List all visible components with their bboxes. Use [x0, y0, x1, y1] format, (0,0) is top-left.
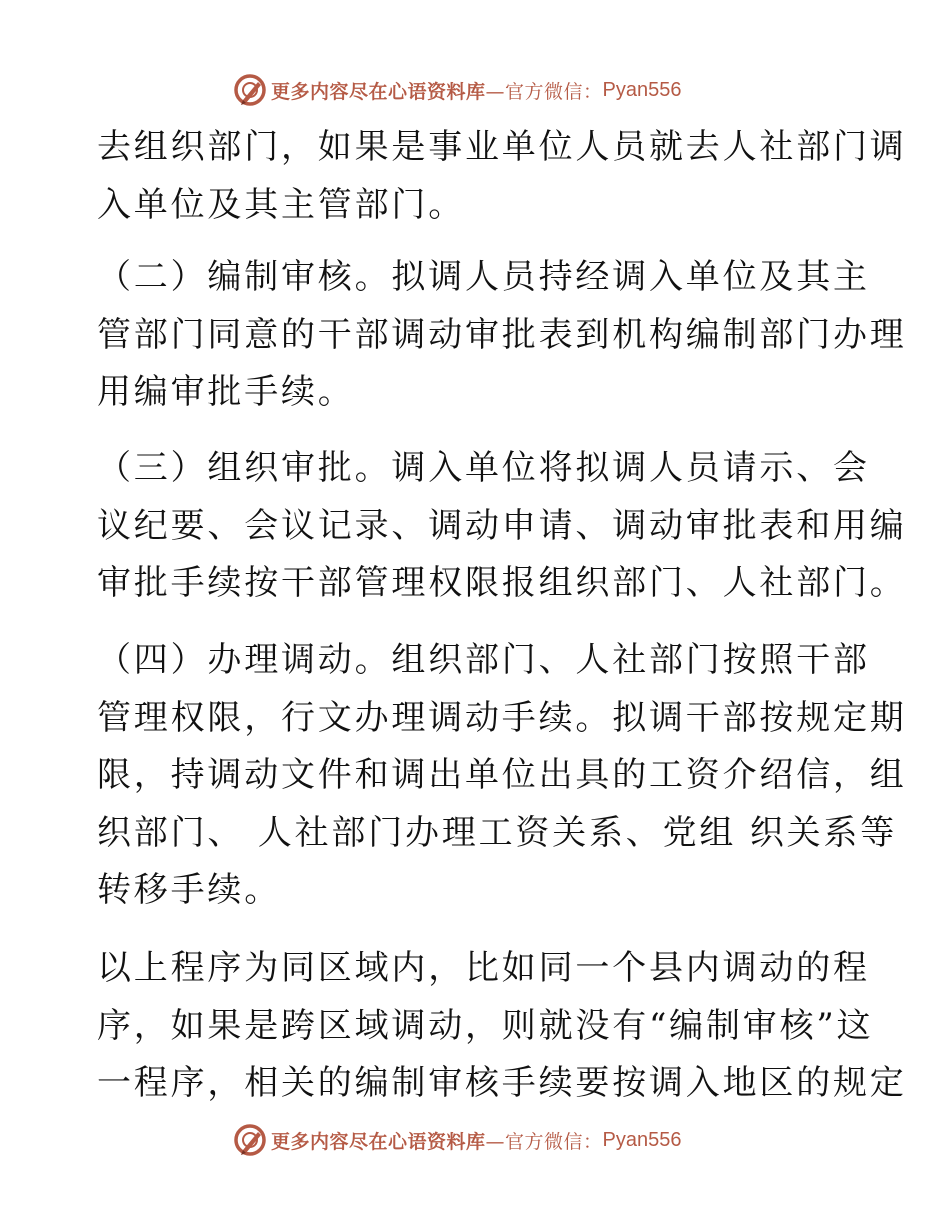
pen-logo-icon [233, 1123, 267, 1157]
banner-site-name: 更多内容尽在心语资料库 [271, 1130, 486, 1153]
text-line: 入单位及其主管部门。 [97, 184, 465, 225]
banner-wechat-id: Pyan556 [602, 1128, 682, 1151]
text-line: 以上程序为同区域内，比如同一个县内调动的程 [97, 948, 870, 988]
paragraph-3-organization-approval [97, 440, 907, 613]
pen-logo-icon [233, 73, 267, 107]
text-line: 管理权限，行文办理调动手续。拟调干部按规定期 [97, 697, 907, 738]
text-line: 限，持调动文件和调出单位出具的工资介绍信，组 [97, 755, 907, 795]
text-line: 一程序，相关的编制审核手续要按调入地区的规定 [97, 1063, 907, 1103]
text-line: 管部门同意的干部调动审批表到机构编制部门办理 [97, 314, 907, 355]
text-line: 转移手续。 [97, 870, 281, 910]
text-line: 去组织部门，如果是事业单位人员就去人社部门调 [97, 127, 907, 167]
banner-site-name: 更多内容尽在心语资料库 [271, 80, 486, 103]
text-line: （二）编制审核。拟调人员持经调入单位及其主 [97, 257, 870, 297]
text-line: 用编审批手续。 [97, 372, 355, 412]
header-banner [233, 73, 682, 107]
paragraph-5-cross-region-note [97, 940, 907, 1113]
text-line: （四）办理调动。组织部门、人社部门按照干部 [97, 640, 870, 680]
banner-wechat-label: —官方微信： [485, 80, 603, 103]
text-line: 序，如果是跨区域调动，则就没有“编制审核”这 [97, 1005, 874, 1046]
footer-banner [233, 1123, 682, 1157]
banner-wechat-id: Pyan556 [602, 78, 682, 101]
text-line: 议纪要、会议记录、调动申请、调动审批表和用编 [97, 505, 907, 546]
paragraph-4-transfer-handling [97, 632, 907, 920]
text-line: 织部门、 人社部门办理工资关系、党组 织关系等 [97, 812, 898, 853]
text-line: （三）组织审批。调入单位将拟调人员请示、会 [97, 448, 870, 488]
paragraph-1 [97, 119, 907, 234]
text-line: 审批手续按干部管理权限报组织部门、人社部门。 [97, 563, 907, 603]
paragraph-2-staffing-review [97, 249, 907, 422]
banner-wechat-label: —官方微信： [485, 1130, 603, 1153]
